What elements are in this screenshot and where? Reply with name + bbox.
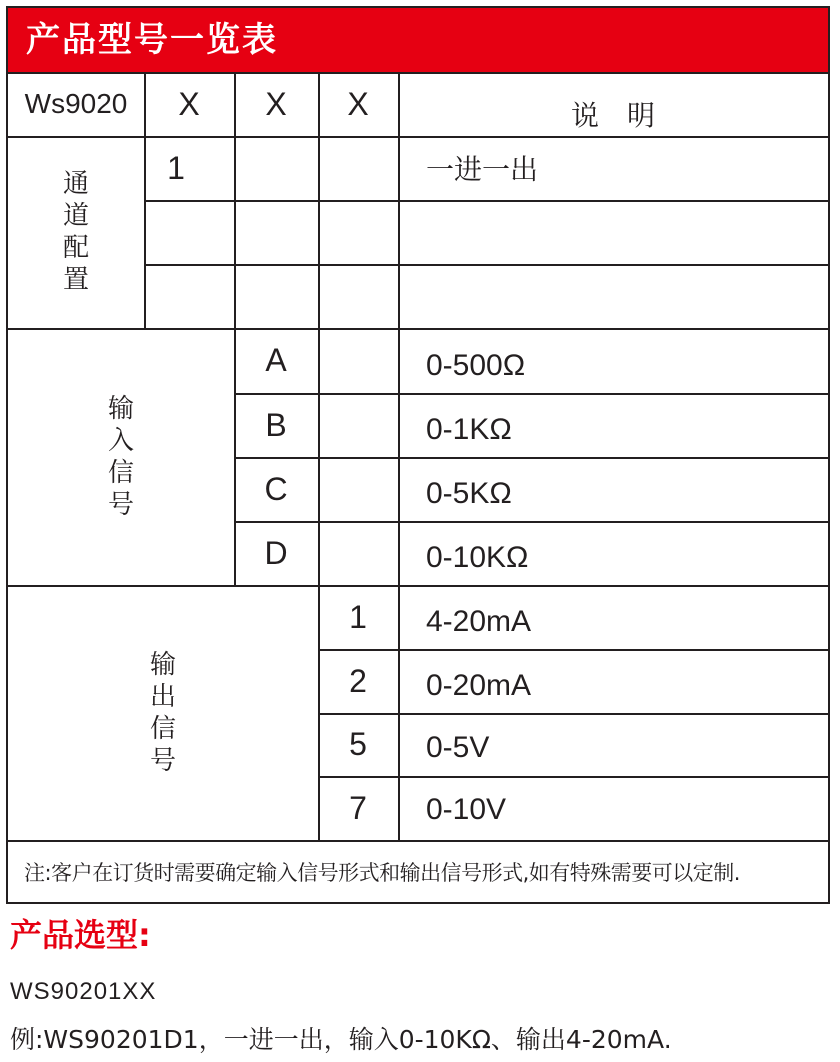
- output-description: 0-10V: [426, 793, 507, 826]
- header-description: 说 明: [570, 99, 655, 132]
- input-signal-label: 输 入 信 号: [107, 393, 134, 520]
- channel-description: [398, 200, 828, 264]
- channel-code: [144, 200, 234, 264]
- output-code: 5: [349, 726, 367, 762]
- output-code: 2: [349, 662, 367, 699]
- input-description: 0-10KΩ: [426, 541, 529, 574]
- table-title: 产品型号一览表: [8, 8, 828, 72]
- channel-config-label: 通 道 配 置: [62, 169, 89, 295]
- output-signal-label: 输 出 信 号: [149, 649, 176, 776]
- header-x-output: X: [347, 85, 369, 122]
- header-x-channel: X: [178, 85, 200, 122]
- input-description: 0-500Ω: [426, 348, 526, 382]
- output-description: 0-20mA: [426, 669, 532, 702]
- output-description: 4-20mA: [426, 605, 532, 638]
- output-description: 0-5V: [426, 730, 490, 764]
- channel-description: [398, 264, 828, 328]
- output-code: 1: [349, 598, 367, 635]
- input-code: C: [264, 470, 288, 507]
- header-model: Ws9020: [24, 88, 128, 119]
- selection-model: WS90201XX: [10, 978, 157, 1005]
- input-code: B: [265, 406, 287, 443]
- input-description: 0-5KΩ: [426, 477, 512, 510]
- input-code: D: [264, 534, 288, 571]
- selection-title: 产品选型:: [10, 916, 151, 954]
- input-description: 0-1KΩ: [426, 413, 512, 446]
- order-note: 注:客户在订货时需要确定输入信号形式和输出信号形式,如有特殊需要可以定制.: [24, 861, 740, 885]
- channel-description: 一进一出: [426, 153, 539, 186]
- header-x-input: X: [265, 85, 287, 122]
- channel-code: [144, 264, 234, 328]
- channel-code: 1: [167, 149, 185, 186]
- model-table: [6, 6, 830, 904]
- selection-example: 例:WS90201D1，一进一出，输入0-10KΩ、输出4-20mA.: [10, 1025, 672, 1054]
- output-code: 7: [349, 789, 367, 826]
- input-code: A: [265, 342, 287, 378]
